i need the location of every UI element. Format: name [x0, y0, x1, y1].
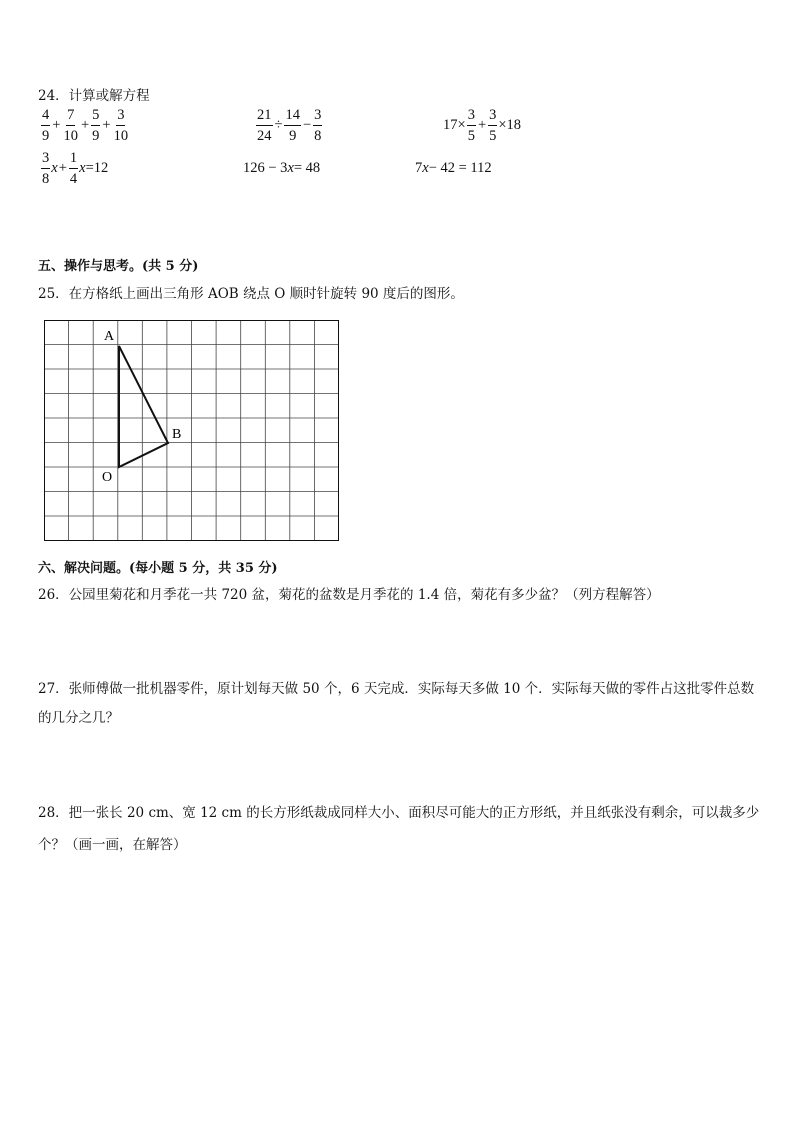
- q24-expression-2: $\frac{21}{24}$ ÷ $\frac{14}{9}$ − $\frac{3}{8}$: [257, 107, 322, 144]
- q28-line-2: 个？（画一画，在解答）: [38, 837, 187, 853]
- triangle-aob: [119, 346, 168, 467]
- q27-line-2: 的几分之几？: [38, 710, 119, 726]
- q28-line-1: 28．把一张长 20 cm、宽 12 cm 的长方形纸裁成同样大小、面积尽可能大的正方形纸，并且纸张没有剩余，可以裁多少: [38, 805, 760, 821]
- fraction: $\frac{7}{10}$: [63, 107, 78, 144]
- fraction: $\frac{3}{8}$: [314, 107, 322, 144]
- fraction: $\frac{5}{9}$: [92, 107, 100, 144]
- grid-lines: [44, 320, 339, 541]
- fraction: $\frac{21}{24}$: [257, 107, 272, 144]
- fraction: $\frac{4}{9}$: [42, 107, 50, 144]
- q27-line-1: 27．张师傅做一批机器零件，原计划每天做 50 个，6 天完成．实际每天多做 10 个．实际每天做的零件占这批零件总数: [38, 681, 755, 697]
- grid-figure: [44, 320, 340, 542]
- fraction: $\frac{1}{4}$: [69, 150, 78, 187]
- label-b: B: [172, 427, 182, 442]
- q25-text: 25．在方格纸上画出三角形 AOB 绕点 O 顺时针旋转 90 度后的图形。: [38, 286, 464, 302]
- fraction: $\frac{14}{9}$: [285, 107, 300, 144]
- q24-equation-1: $\frac{3}{8}$ x + $\frac{1}{4}$ x =12: [42, 150, 109, 187]
- fraction: $\frac{3}{8}$: [42, 150, 50, 187]
- label-o: O: [102, 470, 113, 485]
- fraction: $\frac{3}{5}$: [489, 107, 497, 144]
- q24-expression-1: $\frac{4}{9}$ + $\frac{7}{10}$ + $\frac{5}{9}$ + $\frac{3}{10}$: [42, 107, 129, 144]
- section-6-title: 六、解决问题。(每小题 5 分，共 35 分): [38, 561, 278, 576]
- fraction: $\frac{3}{5}$: [467, 107, 475, 144]
- q24-equation-2: 126 − 3 x = 48: [243, 160, 321, 176]
- q24-title: 24．计算或解方程: [38, 88, 150, 104]
- fraction: $\frac{3}{10}$: [113, 107, 129, 144]
- section-5-title: 五、操作与思考。(共 5 分): [38, 259, 199, 274]
- q24-expression-3: 17× $\frac{3}{5}$ + $\frac{3}{5}$ ×18: [443, 107, 522, 144]
- q24-equation-3: 7 x − 42 = 112: [415, 160, 492, 176]
- q26-text: 26．公园里菊花和月季花一共 720 盆，菊花的盆数是月季花的 1.4 倍，菊花有多少盆？（列方程解答）: [38, 587, 660, 603]
- label-a: A: [104, 329, 115, 344]
